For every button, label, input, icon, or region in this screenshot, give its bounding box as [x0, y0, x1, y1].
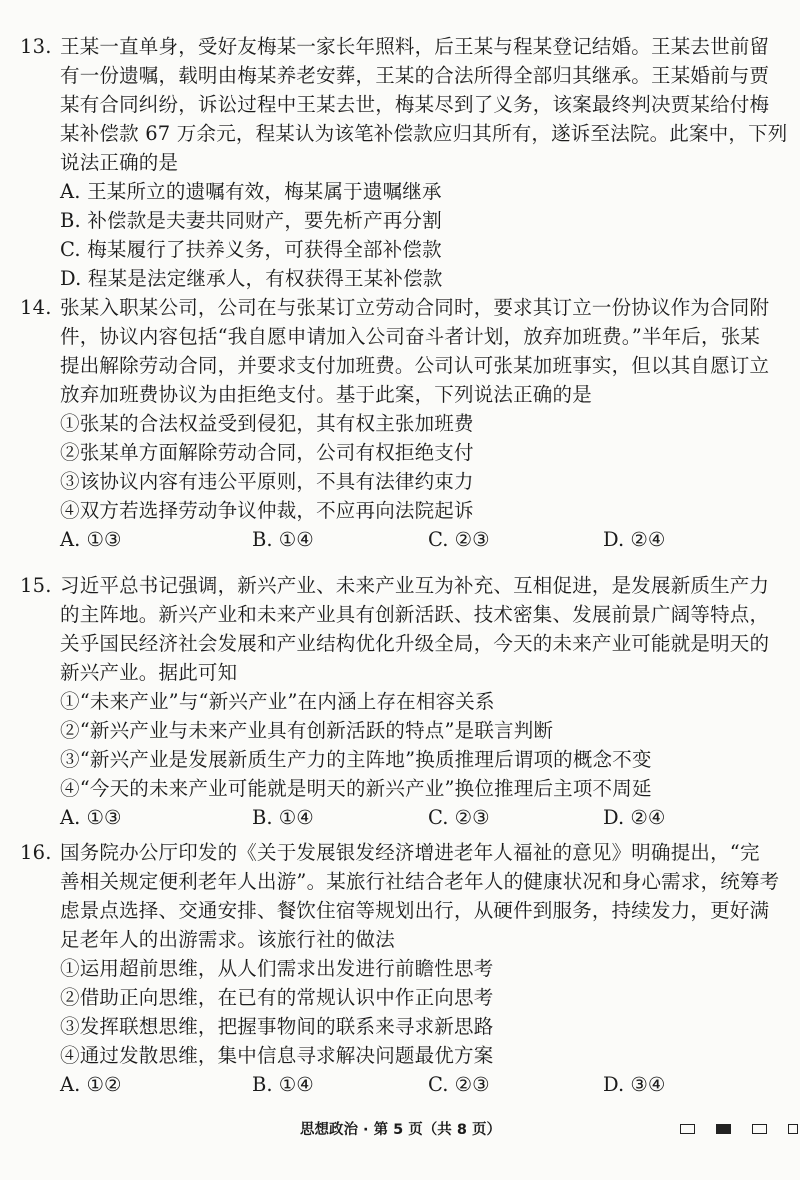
question-stem-line: 善相关规定便利老年人出游”。某旅行社结合老年人的健康状况和身心需求，统筹考 — [60, 870, 780, 893]
question-14 — [20, 293, 790, 554]
question-stem-line: 的主阵地。新兴产业和未来产业具有创新活跃、技术密集、发展前景广阔等特点， — [60, 603, 770, 626]
question-stem-line: 15. 习近平总书记强调，新兴产业、未来产业互为补充、互相促进，是发展新质生产力 — [20, 571, 790, 600]
scan-marker-open — [752, 1124, 767, 1134]
answer-choice-a: A. 王某所立的遗嘱有效，梅某属于遗嘱继承 — [60, 180, 442, 203]
answer-option-c: C. ②③ — [428, 528, 490, 551]
question-stem-line: 件，协议内容包括“我自愿申请加入公司奋斗者计划，放弃加班费。”半年后，张某 — [60, 325, 761, 348]
question-number: 13. — [20, 35, 52, 58]
statement-item: ①“未来产业”与“新兴产业”在内涵上存在相容关系 — [60, 690, 495, 713]
answer-option-d: D. ②④ — [603, 528, 666, 551]
answer-option-b: B. ①④ — [252, 806, 314, 829]
question-stem-line: 13. 王某一直单身，受好友梅某一家长年照料，后王某与程某登记结婚。王某去世前留 — [20, 32, 790, 61]
statement-item: ③“新兴产业是发展新质生产力的主阵地”换质推理后谓项的概念不变 — [60, 748, 652, 771]
question-13 — [20, 32, 790, 293]
question-stem-line: 16. 国务院办公厅印发的《关于发展银发经济增进老年人福祉的意见》明确提出，“完 — [20, 838, 790, 867]
statement-item: ④“今天的未来产业可能就是明天的新兴产业”换位推理后主项不周延 — [60, 777, 652, 800]
answer-option-d: D. ②④ — [603, 806, 666, 829]
question-stem-line: 足老年人的出游需求。该旅行社的做法 — [60, 928, 395, 951]
question-stem-line: 放弃加班费协议为由拒绝支付。基于此案，下列说法正确的是 — [60, 383, 592, 406]
scan-marker-open — [788, 1124, 798, 1134]
question-stem-line: 提出解除劳动合同，并要求支付加班费。公司认可张某加班事实，但以其自愿订立 — [60, 354, 770, 377]
question-number: 16. — [20, 841, 52, 864]
question-stem-line: 关乎国民经济社会发展和产业结构优化升级全局，今天的未来产业可能就是明天的 — [60, 632, 770, 655]
answer-choice-b: B. 补偿款是夫妻共同财产，要先析产再分割 — [60, 209, 442, 232]
answer-option-d: D. ③④ — [603, 1073, 666, 1096]
question-15 — [20, 571, 790, 832]
answer-option-b: B. ①④ — [252, 528, 314, 551]
answer-choice-d: D. 程某是法定继承人，有权获得王某补偿款 — [60, 267, 443, 290]
scan-marker-filled — [716, 1124, 731, 1134]
question-stem-line: 虑景点选择、交通安排、餐饮住宿等规划出行，从硬件到服务，持续发力，更好满 — [60, 899, 770, 922]
statement-item: ①张某的合法权益受到侵犯，其有权主张加班费 — [60, 412, 474, 435]
statement-item: ③该协议内容有违公平原则，不具有法律约束力 — [60, 470, 474, 493]
statement-item: ②张某单方面解除劳动合同，公司有权拒绝支付 — [60, 441, 474, 464]
question-stem-line: 新兴产业。据此可知 — [60, 661, 238, 684]
answer-option-a: A. ①② — [60, 1073, 122, 1096]
page-number-label: 思想政治 · 第 5 页（共 8 页） — [300, 1122, 501, 1138]
statement-item: ②借助正向思维，在已有的常规认识中作正向思考 — [60, 986, 494, 1009]
answer-option-b: B. ①④ — [252, 1073, 314, 1096]
scan-marker-open — [680, 1124, 695, 1134]
question-stem-line: 有一份遗嘱，载明由梅某养老安葬，王某的合法所得全部归其继承。王某婚前与贾 — [60, 64, 770, 87]
answer-option-a: A. ①③ — [60, 806, 122, 829]
question-stem-line: 说法正确的是 — [60, 151, 179, 174]
question-number: 14. — [20, 296, 52, 319]
question-16 — [20, 838, 790, 1099]
answer-options-row — [20, 525, 790, 554]
answer-option-c: C. ②③ — [428, 1073, 490, 1096]
answer-option-a: A. ①③ — [60, 528, 122, 551]
question-stem-line: 14. 张某入职某公司，公司在与张某订立劳动合同时，要求其订立一份协议作为合同附 — [20, 293, 790, 322]
statement-item: ④双方若选择劳动争议仲裁，不应再向法院起诉 — [60, 499, 474, 522]
statement-item: ①运用超前思维，从人们需求出发进行前瞻性思考 — [60, 957, 494, 980]
answer-option-c: C. ②③ — [428, 806, 490, 829]
statement-item: ③发挥联想思维，把握事物间的联系来寻求新思路 — [60, 1015, 494, 1038]
question-stem-line: 某补偿款 67 万余元，程某认为该笔补偿款应归其所有，遂诉至法院。此案中，下列 — [60, 122, 788, 145]
question-number: 15. — [20, 574, 52, 597]
answer-options-row — [20, 803, 790, 832]
answer-choice-c: C. 梅某履行了扶养义务，可获得全部补偿款 — [60, 238, 442, 261]
page-footer — [0, 1118, 800, 1142]
question-stem-line: 某有合同纠纷，诉讼过程中王某去世，梅某尽到了义务，该案最终判决贾某给付梅 — [60, 93, 770, 116]
statement-item: ④通过发散思维，集中信息寻求解决问题最优方案 — [60, 1044, 494, 1067]
answer-options-row — [20, 1070, 790, 1099]
statement-item: ②“新兴产业与未来产业具有创新活跃的特点”是联言判断 — [60, 719, 554, 742]
